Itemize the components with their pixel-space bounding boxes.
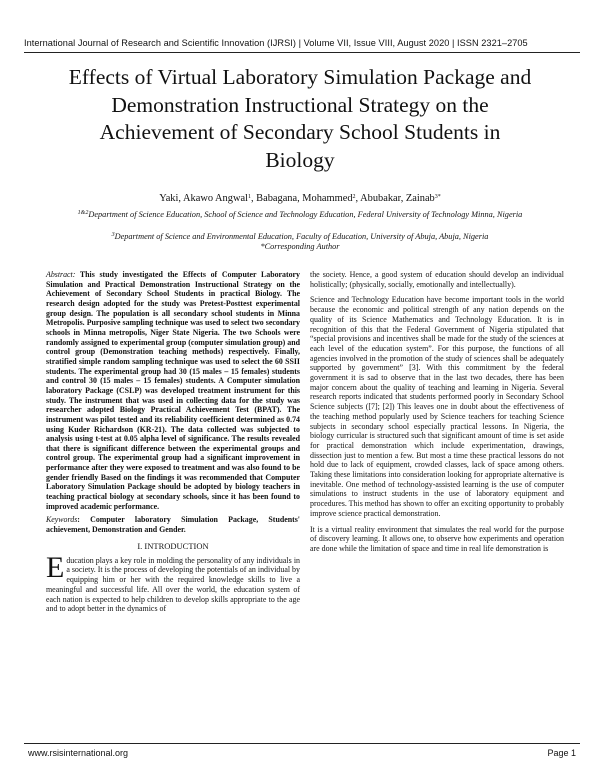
author-2-name: , Babagana, Mohammed [250,193,353,204]
author-3-name: , Abubakar, Zainab [355,193,435,204]
right-paragraph-1: the society. Hence, a good system of education should develop an individual holistically; (physically, socially, emotionally and intellectually). [310,270,564,289]
keywords-label: Keywords [46,515,78,525]
abstract-text: This study investigated the Effects of Computer Laboratory Simulation and Practical Demonstration Instructional Strategy on the Achievement of Secondary School Students in practical Biology. The research design adopted for the study was Pretest-Posttest experimental group design. The population is all secondary school students in Minna Metropolis. Purposive sampling technique was used to select two secondary schools in Minna metropolis, Niger State Nigeria. The two Schools were randomly assigned to experimental group (computer simulation group) and control group (Demonstration teaching methods) respectively. Finally, stratified simple random sampling technique was used to select the 60 SSII students. The experimental group had 30 (15 males – 15 females) students and control 30 (15 males – 15 females) students. A Computer simulation laboratory Package (CSLP) was developed treatment instrument for this study. The instrument that was used in collecting data for the study was researcher adopted Biology Practical Achievement Test (BPAT). The instrument was pilot tested and its reliability coefficient determined as 0.74 using Kuder Richardson (KR-21). The data collected was subjected to analysis using t-test at 0.05 alpha level of significance. The results revealed that there is significant difference between the experimental groups and control group. The experimental group had a significant improvement in performance after they were exposed to treatment and was also found to be gender friendly Based on the findings it was recommended that Computer Laboratory Simulation Package should be adopted by biology teachers in teaching practical biology at secondary schools, since it has been found to improved academic performance. [46,270,300,511]
author-1-name: Yaki, Akawo Angwal [159,193,248,204]
affiliation-1 [20,210,580,220]
affiliation-1-sup: 1&2 [77,210,89,216]
affiliation-1-text: Department of Science Education, School of Science and Technology Education, Federal University of Technology Minna, Nigeria [88,210,523,219]
footer-page-number: Page 1 [547,748,576,758]
title-line-4: Biology [265,147,335,172]
keywords [46,515,300,534]
header-rule [24,52,580,53]
left-column [46,270,300,614]
affiliation-2-text: Department of Science and Environmental Education, Faculty of Education, University of Abuja, Abuja, Nigeria [114,232,489,241]
abstract [46,270,300,511]
abstract-label: Abstract: [46,270,76,279]
footer-rule [24,743,580,744]
keywords-text: : Computer laboratory Simulation Package, Students' achievement, Demonstration and Gender. [46,515,300,535]
section-heading-introduction: I. INTRODUCTION [137,540,209,551]
footer-website: www.rsisinternational.org [28,748,129,758]
author-3-sup: 3* [434,194,441,200]
author-2-sup: 2 [352,194,356,200]
title-line-2: Demonstration Instructional Strategy on the [111,92,489,117]
corresponding-author: *Corresponding Author [260,242,340,251]
drop-cap: E [46,550,65,584]
affiliation-2-sup: 3 [111,232,115,238]
title-line-1: Effects of Virtual Laboratory Simulation Package and [68,65,532,89]
title-line-3: Achievement of Secondary School Students in [99,120,501,144]
affiliation-2 [20,232,580,242]
journal-header: International Journal of Research and Scientific Innovation (IJRSI) | Volume VII, Issue VIII, August 2020 | ISSN 2321–2705 [24,38,528,48]
right-paragraph-3: It is a virtual reality environment that simulates the real world for the purpose of discovery learning. It allows one, to observe how experiments and operation are done while the limitation of space and time in real life demonstration is [310,524,564,553]
intro-paragraph-1 [46,550,300,614]
right-paragraph-2: Science and Technology Education have become important tools in the world because the economic and political strength of any nation depends on the quality of its Science Mathematics and Technology Education. It is in recognition of this that the Federal Government of Nigeria stipulated that “special provisions and incentives shall be made for the study of the sciences at each level of the education system”. For this purpose, the functions of all agencies involved in the promotion of the study of sciences shall be adequately supported by government” [3]. With this commitment by the federal government it is sad to observe that in the last two decades, there has been major concern about the quality of teaching and learning in Nigeria. Several research reports indicated that students performed poorly in Secondary School Science subjects ([7]; [2]) This leaves one in doubt about the effectiveness of the teaching method popularly used by Science teachers for teaching Science subjects in secondary school especially practical lessons. In Nigeria, the biology curricular is structured such that significant amount of time is set aside for practical demonstration which include experimentation, drawings, dissection just to mention a few. But most a time these practical lessons do not hold due to lack of equipment, crowded classes, lack of space among others. Taking these limitations into consideration looking for appropriate alternative is inevitable. One method of technology-assisted learning is the use of computer simulations to instruct students in the use of laboratory equipment and procedures. This method has shown to offer an exciting opportunity to probably improve science practical demonstration. [310,295,564,518]
author-1-sup: 1 [247,194,251,200]
intro-paragraph-1-text: ducation plays a key role in molding the personality of any individuals in a society. It is the process of developing the potentials of an individual by equipping him or her with the required knowledge skills to live a meaningful and successful life. All over the world, the education system of each nation is expected to help children to develop skills appropriate to the age and to adopt better in the dynamics of [46,555,300,614]
paper-title [30,64,570,174]
author-list [30,193,570,204]
right-column [310,270,564,560]
